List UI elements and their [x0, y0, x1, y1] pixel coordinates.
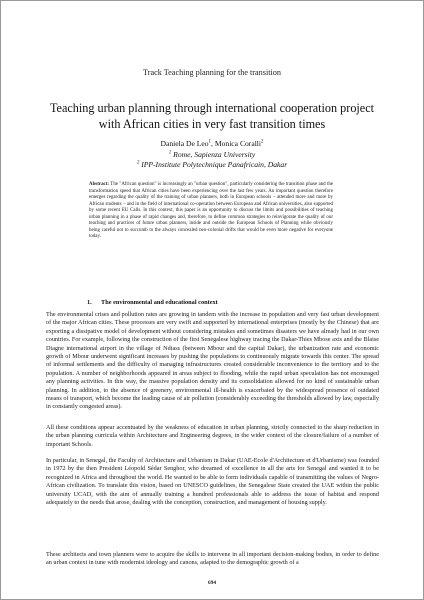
affiliation-1-text: Rome, Sapienza University — [171, 149, 256, 159]
body-paragraph-4: These architects and town planners were to acquire the skills to intervene in all important decision-making bodies, in order to define an urban context in tune with modernist ideology and canons, adapted to the demographic growth of a — [46, 551, 379, 567]
affiliation-1 — [1, 150, 423, 161]
track-header: Track Teaching planning for the transition — [143, 68, 281, 77]
body-paragraph-2: All these conditions appear accentuated by the weakness of education in urban planning, strictly connected to the sharp reduction in the urban planning curricula within Architecture and Engineering degrees, in the wider context of the closure/failure of a number of important Schools. — [46, 424, 379, 448]
abstract-text: The "African question" is increasingly an "urban question", particularly considering the transition phase and the transformation speed that African cities have been experiencing over the last few years. An important question therefore emerges regarding the quality of the training of urban planners, both in European schools – attended more and more by African students – and in the field of international co-operation between European and African universities, also supported by some recent EU Calls. In this context, this paper is an opportunity to discuss the limits and possibilities of teaching urban planning in a phase of rapid changes and, therefore, to define common strategies to reinvigorate the quality of our teaching and practices of future urban planners, inside and outside the European Schools of Planning while obviously being careful not to succumb to the always concealed neo-colonial drifts that would be even more negative for everyone today. — [89, 182, 333, 240]
affiliation-1-sup: 1 — [168, 150, 172, 156]
page-number: 694 — [207, 580, 217, 586]
author-name-2: , Monica Coralli — [211, 139, 262, 148]
author-sup-2: 2 — [261, 139, 264, 145]
body-paragraph-1: The environmental crises and pollution rates are growing in tandem with the increase in population and very fast urban development of the major African cities. These processes are very swift and supported by international enterprises (mostly by the Chinese) that are exporting a dissipative model of development without considering mistakes and sometimes disasters we have already had in our own countries. For example, following the construction of the first Senegalese highway tracing the Dakar-Thies Mbose axis and the Blaise Diagne international airport in the village of Ndiass (between Mbour and the capital Dakar), the urbanization rate and economic growth of Mbour underwent significant increases by pushing the populations to continuously migrate towards this center. The spread of informal settlements and the difficulty of managing infrastructures created considerable inconvenience to the territory and to the population. A number of neighborhoods appeared in areas subject to flooding, while the rapid urban speculation has not encouraged any planning activities. In this way, the massive population density and its consolidation allowed for no kind of sustainable urban planning. In addition, to the absence of greenery, environmental ill-health is exacerbated by the widespread presence of outdated means of transport, which become the leading cause of air pollution (considerably exceeding the thresholds allowed by law, especially in constantly congested areas). — [46, 311, 379, 411]
author-name-1: Daniela De Leo — [160, 139, 209, 148]
affiliation-2-sup: 2 — [136, 160, 140, 166]
section-title: The environmental and educational context — [101, 299, 218, 306]
affiliation-2 — [1, 160, 423, 171]
body-paragraph-3: In particular, in Senegal, the Faculty of Architecture and Urbanism in Dakar (UAE-Ecole d'Architecture et d'Urbanisme) was founded in 1972 by the then President Léopold Sédar Senghor, who dreamed of excellence in all the arts for Senegal and wanted it to be recognized in Africa and throughout the world. He wanted to be able to form individuals capable of transmitting the values of Negro-African civilization. To translate this vision, based on UNESCO guidelines, the Senegalese State created the UAE within the public university UCAD, with the aim of annually training a hundred professionals able to address the issue of habitat and respond adequately to the needs that arose, dealing with the conception, construction, and management of housing supply. — [46, 457, 379, 507]
section-heading — [87, 299, 218, 306]
author-sup-1: 1 — [208, 139, 212, 145]
paper-title: Teaching urban planning through international cooperation project with African cities in very fast transition times — [49, 101, 375, 131]
abstract — [89, 182, 333, 241]
section-number: 1. — [87, 299, 92, 306]
abstract-label: Abstract: — [89, 182, 110, 187]
affiliation-2-text: IPP-Institute Polytechnique Panafricain, Dakar — [139, 160, 288, 170]
author-block — [1, 139, 423, 171]
author-names — [1, 139, 423, 150]
